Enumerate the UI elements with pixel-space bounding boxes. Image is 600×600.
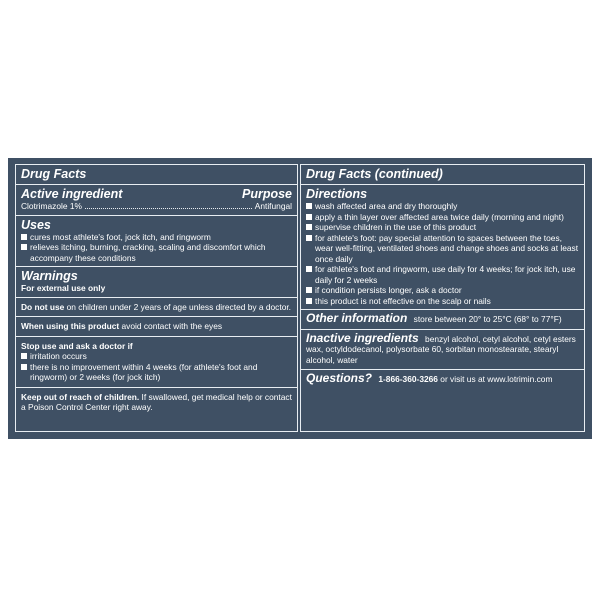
questions-header: Questions? [306,371,373,385]
other-information-header: Other information [306,311,408,325]
uses-item: cures most athlete's foot, jock itch, and ringworm [21,232,292,243]
title-section [16,165,297,185]
drug-facts-continued-title: Drug Facts (continued) [306,167,443,181]
inactive-ingredients-section [301,330,584,371]
drug-facts-title: Drug Facts [21,167,87,181]
external-use-text: For external use only [21,283,106,293]
active-ingredient-header: Active ingredient [21,187,123,201]
stop-use-label: Stop use and ask a doctor if [21,340,133,351]
do-not-use-text: on children under 2 years of age unless directed by a doctor. [66,301,292,312]
when-using-label: When using this product [21,321,120,331]
active-ingredient-section [16,185,297,216]
stop-use-item: there is no improvement within 4 weeks (for athlete's foot and ringworm) or 2 weeks (for jock itch) [21,362,292,383]
directions-item: for athlete's foot: pay special attention to spaces between the toes, wear well-fitting, ventilated shoes and change shoes and socks at least once daily [306,233,579,265]
other-information-text: store between 20° to 25°C (68° to 77°F) [413,314,562,324]
keep-out-text: If swallowed, get medical help or contact a Poison Control Center right away. [21,391,292,412]
when-using-text: avoid contact with the eyes [121,321,223,331]
warnings-header: Warnings [21,269,78,283]
directions-item: if condition persists longer, ask a doctor [306,285,579,296]
drug-facts-right-column [300,164,585,432]
do-not-use-section [16,298,297,318]
active-ingredient-name: Clotrimazole 1% [21,201,82,211]
inactive-ingredients-header: Inactive ingredients [306,330,419,345]
continued-title-section [301,165,584,185]
uses-item: relieves itching, burning, cracking, scaling and discomfort which accompany these conditions [21,242,292,263]
purpose-value: Antifungal [254,201,292,211]
directions-item: wash affected area and dry thoroughly [306,201,579,212]
directions-header: Directions [306,187,368,201]
directions-item: supervise children in the use of this product [306,222,579,233]
questions-section [301,370,584,388]
questions-phone: 1-866-360-3266 [378,374,438,384]
stop-use-item: irritation occurs [21,351,292,362]
keep-out-label: Keep out of reach of children. [21,391,140,402]
warnings-section [16,267,297,298]
do-not-use-label: Do not use [21,301,65,312]
keep-out-section [16,388,297,416]
leader-dots [85,208,252,209]
uses-header: Uses [21,217,51,232]
drug-facts-panel [8,158,592,439]
purpose-header: Purpose [241,187,292,201]
stop-use-section [16,337,297,388]
inactive-ingredients-text: benzyl alcohol, cetyl alcohol, cetyl esters wax, octyldodecanol, polysorbate 60, sorbitan monostearate, stearyl alcohol, water [306,333,576,365]
directions-item: for athlete's foot and ringworm, use daily for 4 weeks; for jock itch, use daily for 2 weeks [306,264,579,285]
directions-section [301,185,584,310]
directions-item: apply a thin layer over affected area twice daily (morning and night) [306,212,579,223]
drug-facts-left-column [15,164,298,432]
uses-section [16,216,297,268]
questions-text: or visit us at www.lotrimin.com [440,374,553,384]
directions-item: this product is not effective on the scalp or nails [306,296,579,307]
other-information-section [301,310,584,330]
when-using-section [16,317,297,337]
